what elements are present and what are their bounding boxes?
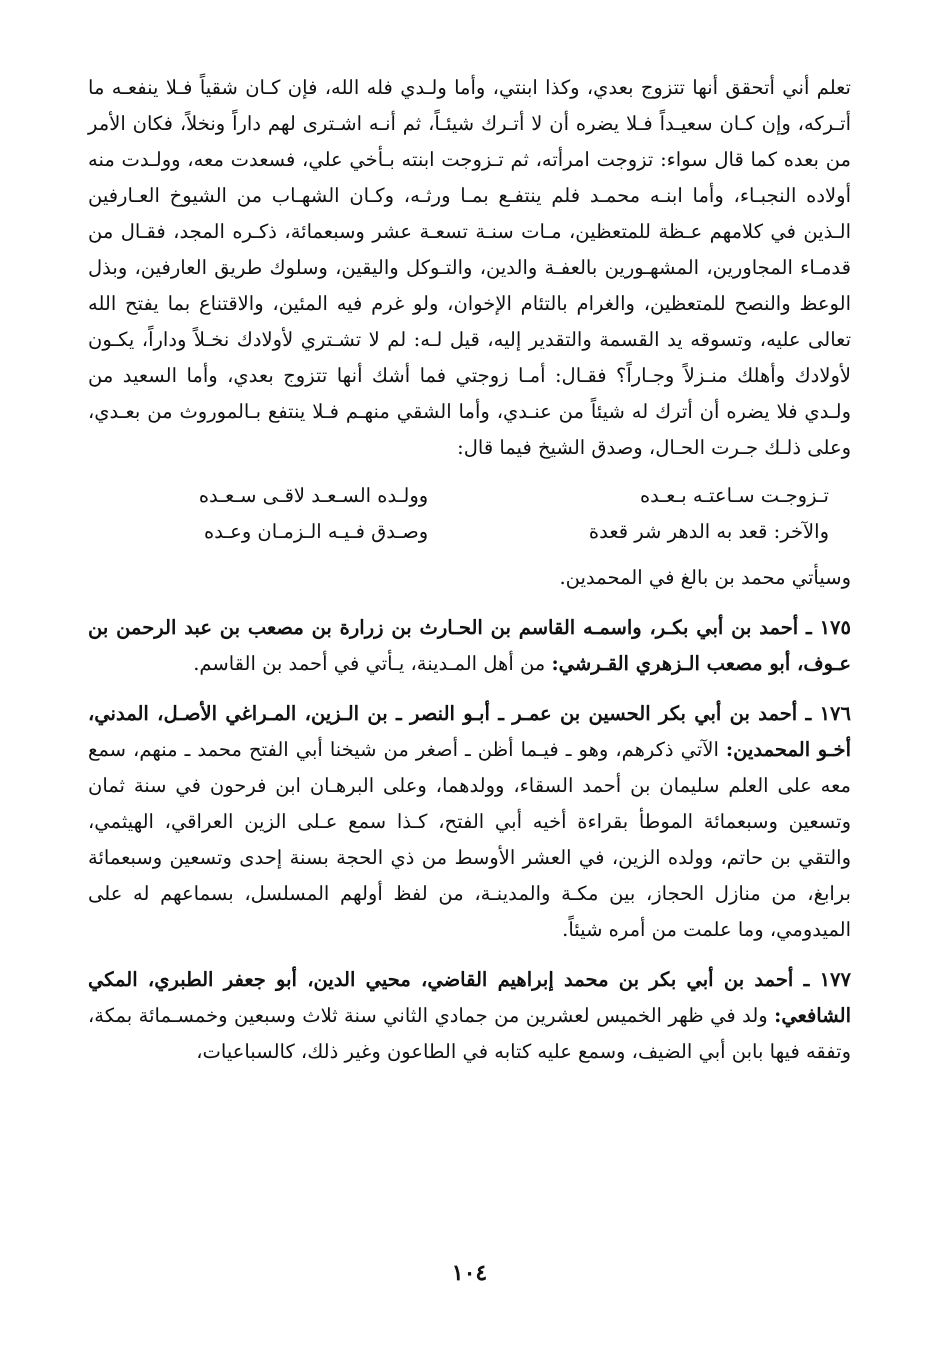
biography-entry-177 [88, 962, 851, 1070]
poem [88, 478, 851, 550]
page-number: ١٠٤ [451, 1260, 488, 1286]
verse-first-hemistich: تـزوجـت سـاعتـه بـعـده [639, 484, 829, 507]
poem-verse [98, 478, 841, 514]
text-block [88, 70, 851, 1070]
biography-entry-176 [88, 696, 851, 948]
closing-line: وسيأتي محمد بن بالغ في المحمدين. [559, 566, 851, 589]
intro-paragraph: تعلم أني أتحقق أنها تتزوج بعدي، وكذا ابنتي، وأما ولـدي فله الله، فإن كـان شقياً فـلا ينفعـه ما أتـركه، وإن كـان سعيـداً فـلا يضره أن لا أتـرك شيئـاً، ثم أنـه اشـترى لهم داراً ونخلاً، فكان الأمر من بعده كما قال سواء: تزوجت امرأته، ثم تـزوجت ابنته بـأخي علي، فسعدت معه، وولـدت منه أولاده النجبـاء، وأما ابنـه محمـد فلم ينتفـع بمـا ورثـه، وكـان الشهـاب من الشيوخ العـارفين الـذين في كلامهم عـظة للمتعظين، مـات سنـة تسعـة عشر وسبعمائة، ذكـره المجد، فقـال من قدمـاء المجاورين، المشهـورين بالعفـة والدين، والتـوكل واليقين، وسلوك طريق العارفين، وبذل الوعظ والنصح للمتعظين، والغرام بالتئام الإخوان، ولو غرم فيه المئين، والاقتناع بما يفتح الله تعالى عليه، وتسوقه يد القسمة والتقدير إليه، قيل لـه: لم لا تشـتري لأولادك نخـلاً وداراً، يكـون لأولادك وأهلك منـزلاً وجـاراً؟ فقـال: أمـا زوجتي فما أشك أنها تتزوج بعدي، وأما السعيد من ولـدي فلا يضره أن أترك له شيئاً من عنـدي، وأما الشقي منهـم فـلا ينتفع بـالموروث من بعـدي، وعلى ذلـك جـرت الحـال، وصدق الشيخ فيما قال: [88, 76, 851, 459]
entry-heading: ١٧٧ ـ أحمد بن أبي بكر بن محمد إبراهيم القاضي، محيي الدين، أبو جعفر الطبري، المكي الشافعي: [88, 968, 852, 1027]
verse-second-hemistich: وولـده السـعـد لاقـى سـعـده [198, 484, 429, 507]
entry-body: من أهل المـدينة، يـأتي في أحمد بن القاسم. [193, 652, 546, 675]
biography-entry-175 [88, 610, 851, 682]
poem-verse [98, 514, 841, 550]
verse-first-hemistich: والآخر: قعد به الدهر شر قعدة [588, 520, 829, 543]
entry-body: الآتي ذكرهم، وهو ـ فيـما أظن ـ أصغر من شيخنا أبي الفتح محمد ـ منهم، سمع معه على العلم سليمان بن أحمد السقاء، وولدهما، وعلى البرهـان ابن فرحون في سنة ثمان وتسعين وسبعمائة الموطأ بقراءة أخيه أبي الفتح، كـذا سمع عـلى الزين العراقي، الهيثمي، والتقي بن حاتم، وولده الزين، في العشر الأوسط من ذي الحجة بسنة إحدى وتسعين وسبعمائة برابغ، من منازل الحجاز، بين مكـة والمدينـة، من لفظ أولهم المسلسل، بسماعهم له على الميدومي، وما علمت من أمره شيئاً. [88, 738, 851, 941]
verse-second-hemistich: وصـدق فـيـه الـزمـان وعـده [204, 520, 429, 543]
entry-heading: ١٧٦ ـ أحمد بن أبي بكر الحسين بن عمـر ـ أبـو النصر ـ بن الـزين، المـراغي الأصـل، المدني، أخـو المحمدين: [88, 702, 852, 761]
entry-heading: ١٧٥ ـ أحمد بن أبي بكـر، واسمـه القاسم بن الحـارث بن زرارة بن مصعب بن عبد الرحمن بن عـوف، أبو مصعب الـزهري القـرشي: [88, 616, 851, 675]
entry-body: ولد في ظهر الخميس لعشرين من جمادي الثاني سنة ثلاث وسبعين وخمسـمائة بمكة، وتفقه فيها بابن أبي الضيف، وسمع عليه كتابه في الطاعون وغير ذلك، كالسباعيات، [88, 1004, 851, 1063]
